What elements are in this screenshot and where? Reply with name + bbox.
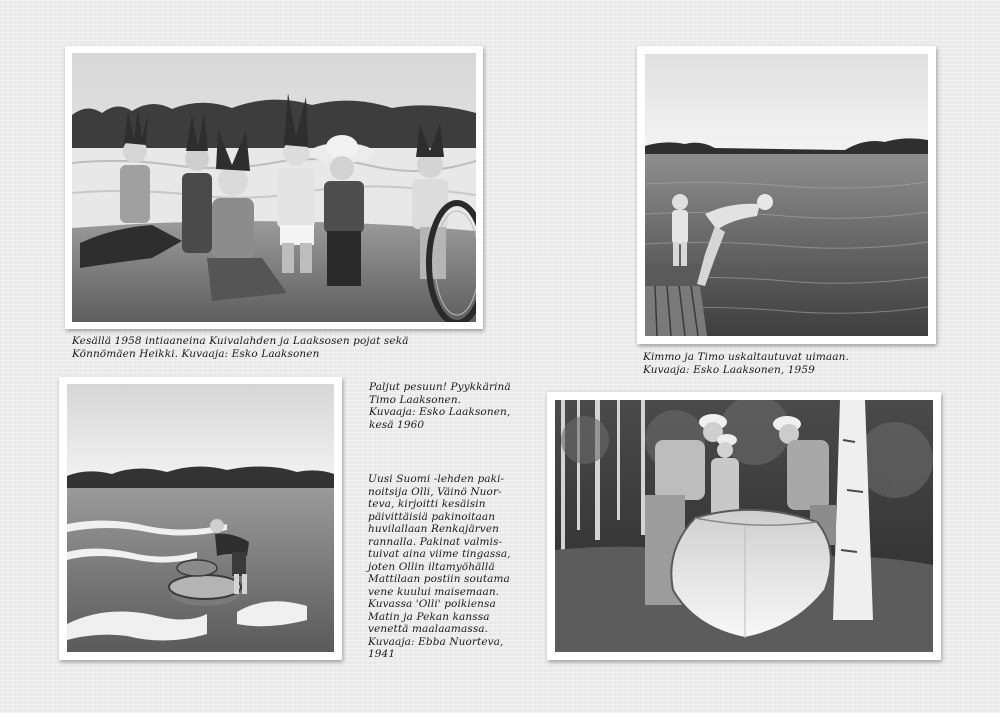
- caption-boat-line: Uusi Suomi -lehden paki-: [368, 473, 505, 485]
- caption-laundry-line: Timo Laaksonen.: [369, 393, 462, 406]
- caption-indians-line: Kesällä 1958 intiaaneina Kuivalahden ja Laaksosen pojat sekä: [72, 335, 409, 347]
- caption-boat-line: huvilallaan Renkajärven: [368, 523, 500, 535]
- caption-boat: [368, 473, 511, 661]
- caption-boat-line: Kuvaaja: Ebba Nuorteva,: [368, 635, 504, 648]
- caption-laundry-line: Paljut pesuun! Pyykkärinä: [369, 381, 511, 393]
- caption-laundry-line: kesä 1960: [369, 418, 425, 431]
- caption-boat-line: venettä maalaamassa.: [368, 623, 489, 635]
- caption-boat-line: tuivat aina viime tingassa,: [368, 548, 511, 560]
- caption-boat-line: Matin ja Pekan kanssa: [368, 610, 490, 623]
- caption-swimming-line: Kimmo ja Timo uskaltautuvat uimaan.: [643, 351, 849, 363]
- caption-indians: [72, 335, 409, 360]
- caption-swimming: [643, 351, 849, 376]
- caption-boat-line: vene kuului maisemaan.: [368, 585, 500, 598]
- caption-laundry: [369, 381, 511, 431]
- photo-indians: [65, 46, 483, 329]
- caption-boat-line: noitsija Olli, Väinö Nuor-: [368, 485, 502, 498]
- caption-boat-line: Mattilaan postiin soutama: [368, 573, 510, 585]
- caption-boat-line: teva, kirjoitti kesäisin: [368, 498, 486, 510]
- photo-laundry-image: [67, 384, 334, 652]
- photo-indians-image: [72, 53, 476, 322]
- caption-boat-line: Kuvassa 'Olli' poikiensa: [368, 598, 496, 610]
- caption-boat-line: 1941: [368, 648, 396, 660]
- caption-boat-line: rannalla. Pakinat valmis-: [368, 535, 503, 548]
- photo-boat-image: [555, 400, 933, 652]
- photo-boat: [547, 392, 941, 660]
- caption-boat-line: joten Ollin iltamyöhällä: [368, 560, 495, 573]
- caption-indians-line: Könnömäen Heikki. Kuvaaja: Esko Laaksonen: [72, 347, 320, 360]
- caption-swimming-line: Kuvaaja: Esko Laaksonen, 1959: [643, 363, 815, 376]
- caption-boat-line: päivittäisiä pakinoitaan: [368, 510, 496, 523]
- caption-laundry-line: Kuvaaja: Esko Laaksonen,: [369, 406, 511, 418]
- photo-swimming: [637, 46, 936, 344]
- photo-swimming-image: [645, 54, 928, 336]
- photo-laundry: [59, 377, 342, 660]
